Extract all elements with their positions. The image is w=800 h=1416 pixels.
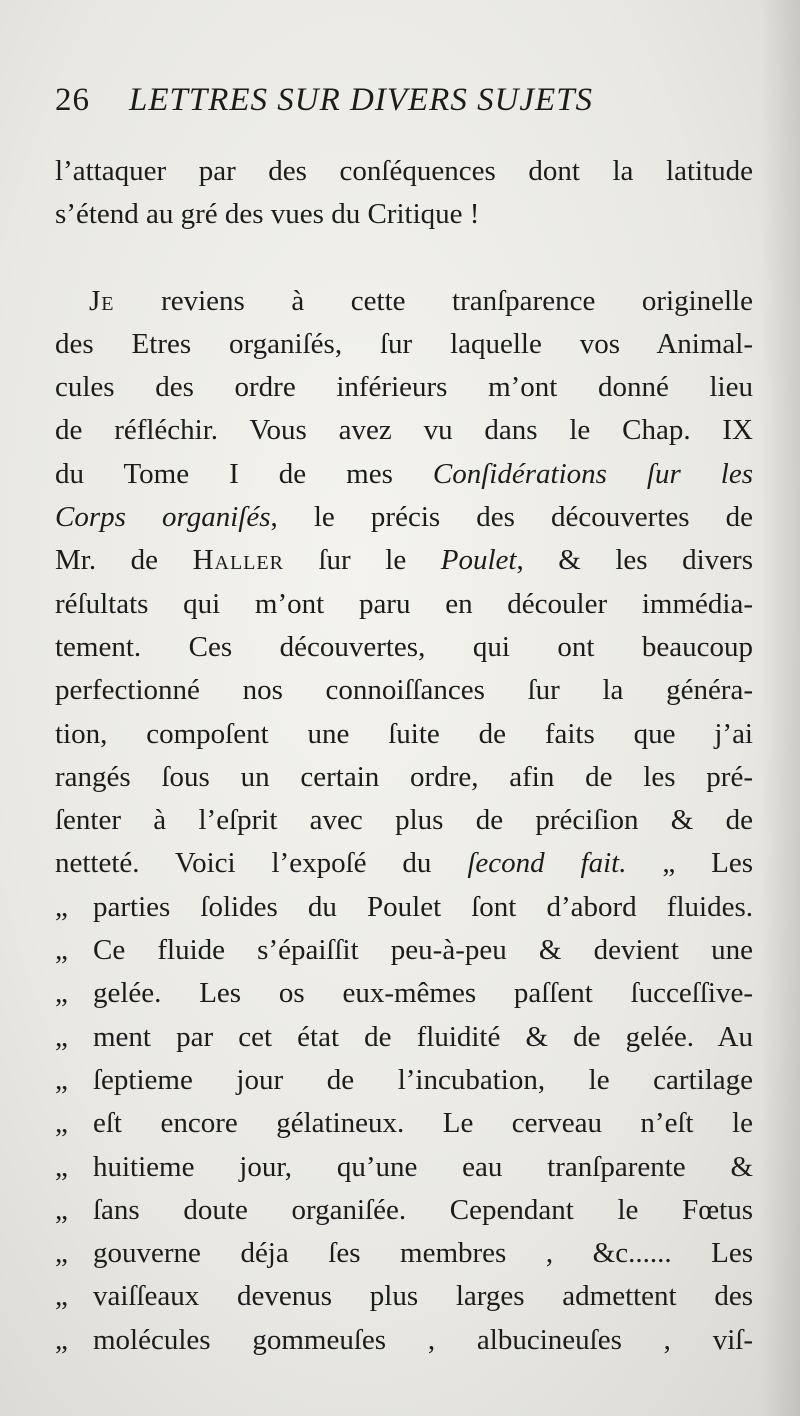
text-line: netteté. Voici l’expoſé du ſecond fait. „ Les [55,847,754,880]
text-line: tion, compoſent une ſuite de faits que j’ai [55,717,753,750]
text-line: tement. Ces découvertes, qui ont beaucoup [55,630,753,663]
quoted-line: „ molécules gommeuſes , albucineuſes , viſ- [55,1319,753,1362]
quote-mark: „ [55,890,68,923]
quoted-line: „ ſeptieme jour de l’incubation, le cartilage [55,1059,753,1102]
text-line: Je reviens à cette tranſparence originelle [89,284,753,317]
running-head [55,82,755,128]
author-name: Haller [192,544,284,577]
paragraph-gap [55,237,753,280]
quote-mark: „ [55,1280,68,1313]
book-title-cont: Corps organiſés [55,501,271,534]
quoted-line: „ parties ſolides du Poulet ſont d’abord fluides. [55,886,753,929]
page-number: 26 [55,82,90,118]
quote-mark: „ [55,934,68,967]
text-line: s’étend au gré des vues du Critique ! [55,198,480,231]
quoted-line: „ ment par cet état de fluidité & de gelée. Au [55,1016,753,1059]
text-line: perfectionné nos connoiſſances ſur la généra- [55,674,753,707]
quoted-line: „ eſt encore gélatineux. Le cerveau n’eſt le [55,1102,753,1145]
fact-title: ſecond fait. [467,847,627,880]
text-line: Mr. de Haller ſur le Poulet, & les divers [55,544,753,577]
text-line: Corps organiſés, le précis des découvertes de [55,501,753,534]
quote-mark: „ [55,1150,68,1183]
text-line: de réfléchir. Vous avez vu dans le Chap. IX [55,414,753,447]
quoted-line: „ gouverne déja ſes membres , &c...... Les [55,1232,753,1275]
quoted-line: „ vaiſſeaux devenus plus larges admettent des [55,1275,753,1318]
text-line: réſultats qui m’ont paru en découler immédia- [55,587,753,620]
text-line: rangés ſous un certain ordre, afin de les pré- [55,760,753,793]
text-line: cules des ordre inférieurs m’ont donné lieu [55,371,753,404]
text-line: des Etres organiſés, ſur laquelle vos Animal- [55,327,753,360]
quoted-line: „ ſans doute organiſée. Cependant le Fœtus [55,1189,753,1232]
text-line: l’attaquer par des conſéquences dont la latitude [55,155,753,187]
quoted-line: „ Ce fluide s’épaiſſit peu-à-peu & devient une [55,929,753,972]
quote-mark: „ [55,1323,68,1356]
page-edge-shadow [760,0,800,1416]
body-text [55,150,753,1362]
text-line: du Tome I de mes Conſidérations ſur les [55,457,753,490]
quoted-line: „ huitieme jour, qu’une eau tranſparente & [55,1146,753,1189]
running-title: LETTRES SUR DIVERS SUJETS [129,82,594,118]
subject-title: Poulet [440,544,517,577]
quoted-line: „ gelée. Les os eux-mêmes paſſent ſucceſſive- [55,972,753,1015]
quote-mark: „ [55,1193,68,1226]
book-title: Conſidérations ſur les [432,457,753,490]
quote-mark: „ [55,977,68,1010]
text-line: ſenter à l’eſprit avec plus de préciſion & de [55,804,753,837]
paragraph-opening-word: Je [89,284,115,317]
quote-mark: „ [55,1020,68,1053]
quote-mark: „ [55,1237,68,1270]
quote-mark: „ [55,1063,68,1096]
quote-mark: „ [55,1107,68,1140]
